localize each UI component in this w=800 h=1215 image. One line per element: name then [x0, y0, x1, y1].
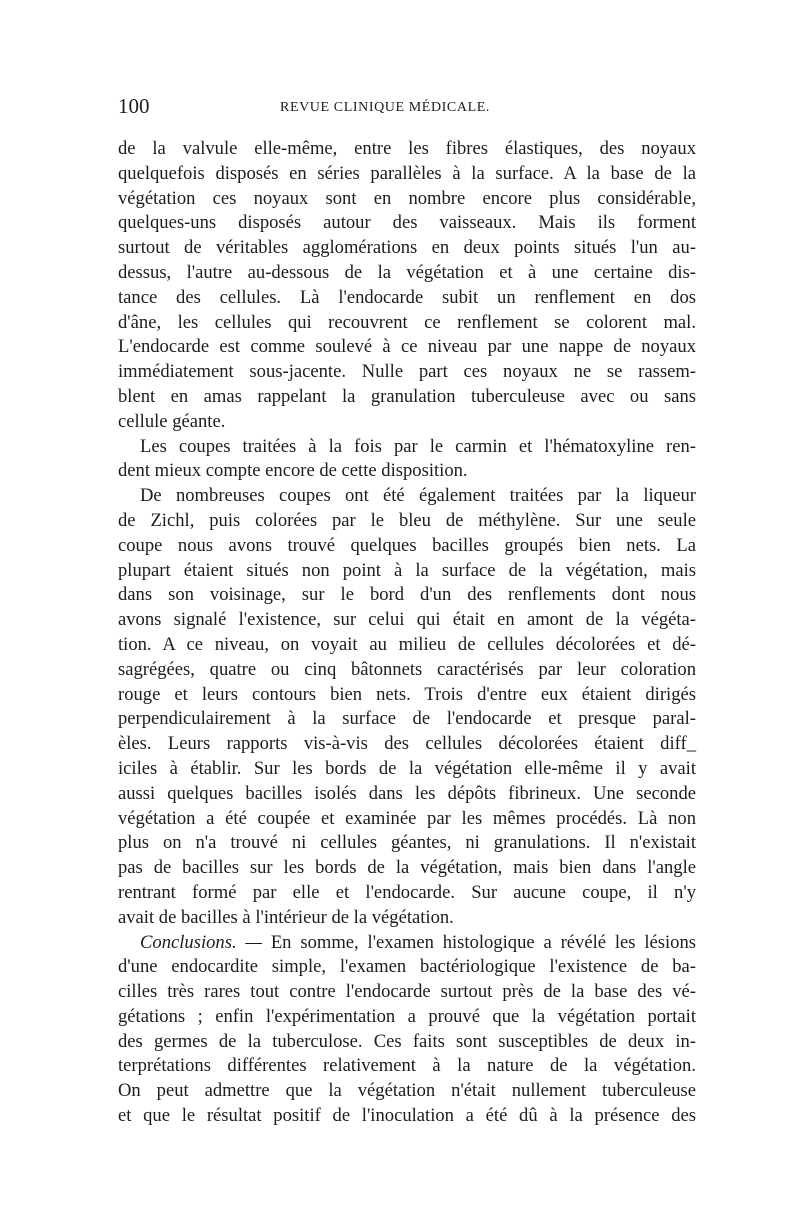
text-line: plupart étaient situés non point à la surface de la végétation, mais	[118, 559, 696, 581]
text-line: tion. A ce niveau, on voyait au milieu de cellules décolorées et dé-	[118, 633, 696, 655]
running-title: REVUE CLINIQUE MÉDICALE.	[280, 100, 490, 115]
text-line: surtout de véritables agglomérations en deux points situés l'un au-	[118, 237, 696, 259]
text-line: pas de bacilles sur les bords de la végétation, mais bien dans l'angle	[118, 857, 696, 879]
text-line: immédiatement sous-jacente. Nulle part ces noyaux ne se rassem-	[118, 361, 696, 383]
text-line: èles. Leurs rapports vis-à-vis des cellules décolorées étaient diff_	[118, 733, 696, 755]
text-line: dent mieux compte encore de cette disposition.	[118, 460, 468, 482]
text-line: des germes de la tuberculose. Ces faits sont susceptibles de deux in-	[118, 1030, 696, 1052]
text-line: On peut admettre que la végétation n'était nullement tuberculeuse	[118, 1080, 696, 1102]
conclusions-label: Conclusions. —	[140, 931, 262, 953]
text-line: terprétations différentes relativement à la nature de la végétation.	[118, 1055, 696, 1077]
text-line: avons signalé l'existence, sur celui qui était en amont de la végéta-	[118, 609, 696, 631]
text-line: et que le résultat positif de l'inoculation a été dû à la présence des	[118, 1105, 696, 1127]
text-line: dans son voisinage, sur le bord d'un des renflements dont nous	[118, 584, 696, 606]
text-line: cellule géante.	[118, 410, 226, 432]
text-line: iciles à établir. Sur les bords de la végétation elle-même il y avait	[118, 757, 696, 779]
text-line: En somme, l'examen histologique a révélé les lésions	[270, 931, 696, 953]
text-line: Les coupes traitées à la fois par le carmin et l'hématoxyline ren-	[140, 435, 696, 457]
text-line: blent en amas rappelant la granulation tuberculeuse avec ou sans	[118, 385, 696, 407]
text-line: d'âne, les cellules qui recouvrent ce renflement se colorent mal.	[118, 311, 696, 333]
text-line: quelquefois disposés en séries parallèles à la surface. A la base de la	[118, 162, 696, 184]
text-line: L'endocarde est comme soulevé à ce niveau par une nappe de noyaux	[118, 336, 696, 358]
text-line: rentrant formé par elle et l'endocarde. Sur aucune coupe, il n'y	[118, 881, 696, 903]
text-line: perpendiculairement à la surface de l'endocarde et presque paral-	[118, 708, 696, 730]
text-line: cilles très rares tout contre l'endocarde surtout près de la base des vé-	[118, 981, 696, 1003]
conclusions-line	[118, 931, 696, 956]
text-line: rouge et leurs contours bien nets. Trois d'entre eux étaient dirigés	[118, 683, 696, 705]
text-line: dessus, l'autre au-dessous de la végétation et à une certaine dis-	[118, 261, 696, 283]
text-line: d'une endocardite simple, l'examen bactériologique l'existence de ba-	[118, 956, 696, 978]
text-line: avait de bacilles à l'intérieur de la végétation.	[118, 906, 454, 928]
text-line: coupe nous avons trouvé quelques bacilles groupés bien nets. La	[118, 534, 696, 556]
page-header	[112, 94, 692, 122]
text-line: gétations ; enfin l'expérimentation a prouvé que la végétation portait	[118, 1005, 696, 1027]
text-line: tance des cellules. Là l'endocarde subit un renflement en dos	[118, 286, 696, 308]
text-line: quelques-uns disposés autour des vaisseaux. Mais ils forment	[118, 212, 696, 234]
text-line: de la valvule elle-même, entre les fibres élastiques, des noyaux	[118, 138, 696, 159]
text-line: de Zichl, puis colorées par le bleu de méthylène. Sur une seule	[118, 509, 696, 531]
text-line: végétation a été coupée et examinée par les mêmes procédés. Là non	[118, 807, 696, 829]
text-line: De nombreuses coupes ont été également traitées par la liqueur	[140, 485, 696, 507]
body-text	[118, 137, 696, 1129]
text-line: plus on n'a trouvé ni cellules géantes, ni granulations. Il n'existait	[118, 832, 696, 854]
text-line: aussi quelques bacilles isolés dans les dépôts fibrineux. Une seconde	[118, 782, 696, 804]
text-line: végétation ces noyaux sont en nombre encore plus considérable,	[118, 187, 696, 209]
text-line: sagrégées, quatre ou cinq bâtonnets caractérisés par leur coloration	[118, 658, 696, 680]
page-number: 100	[118, 94, 150, 118]
